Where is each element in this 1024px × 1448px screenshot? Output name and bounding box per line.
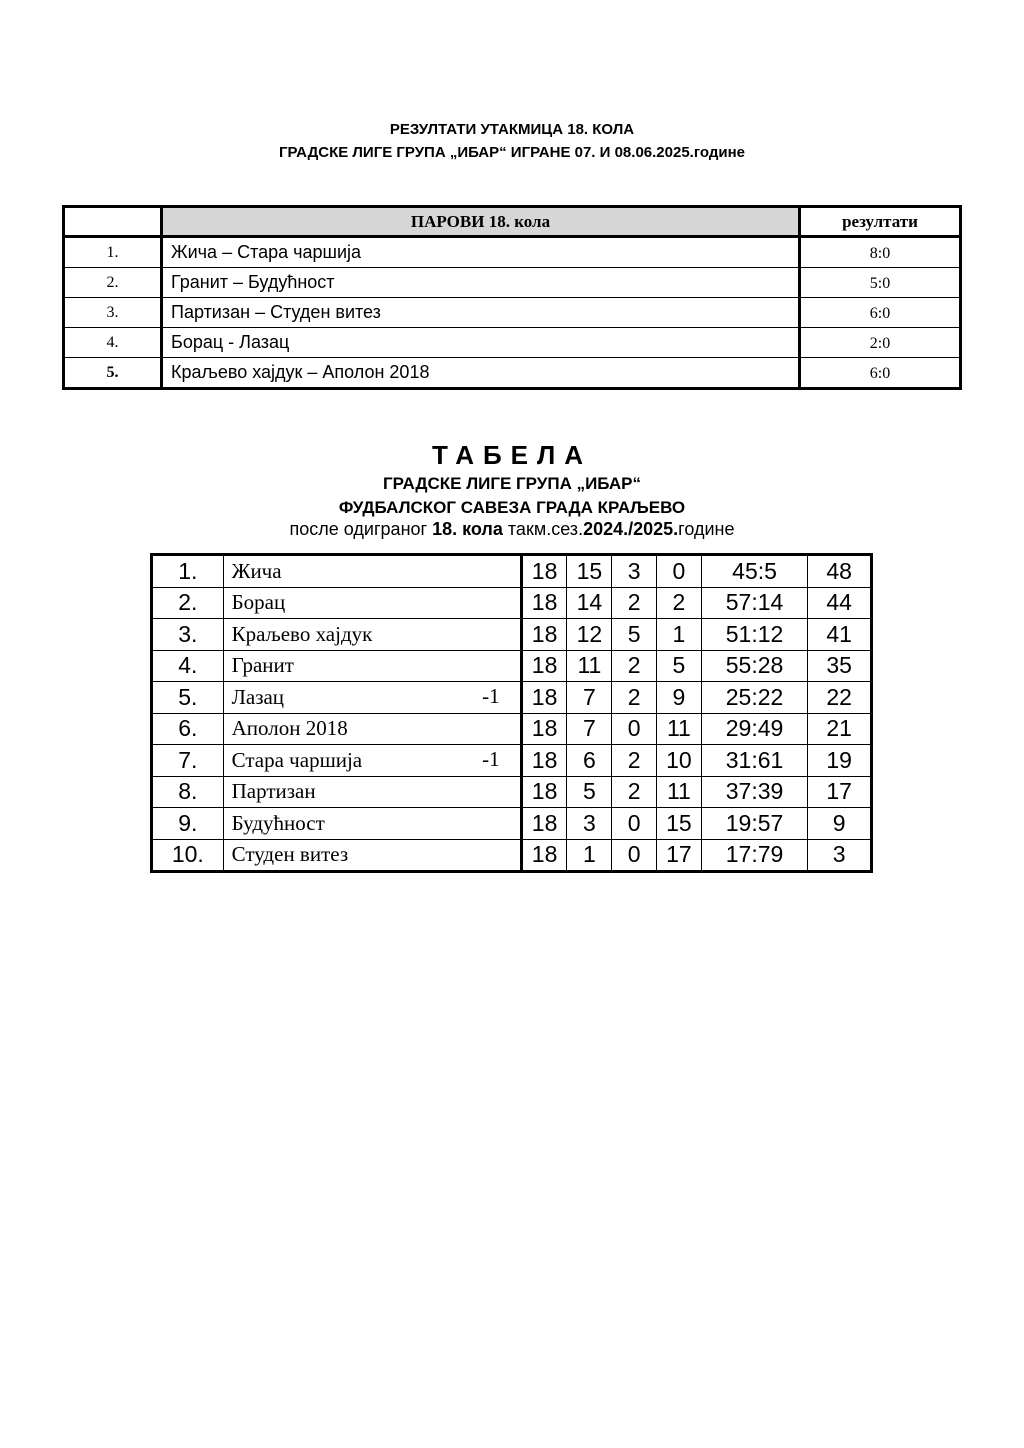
standings-table: [150, 553, 873, 873]
team-name: Борац: [231, 590, 286, 615]
match-number: 3.: [64, 298, 162, 328]
standing-wins: 7: [567, 713, 612, 745]
standing-position: 9.: [152, 808, 224, 840]
standing-wins: 12: [567, 619, 612, 651]
table-row: [152, 713, 872, 745]
results-header-score: резултати: [800, 207, 961, 237]
standing-goals: 55:28: [701, 650, 808, 682]
results-header-num: [64, 207, 162, 237]
standing-goals: 45:5: [701, 555, 808, 588]
results-table: [62, 205, 962, 390]
round-info-b: 18. кола: [432, 519, 503, 539]
standing-goals: 57:14: [701, 587, 808, 619]
standings-subtitle-line2: ФУДБАЛСКОГ САВЕЗА ГРАДА КРАЉЕВО: [338, 498, 686, 517]
match-pair: Гранит – Будућност: [162, 268, 800, 298]
standing-played: 18: [521, 682, 567, 714]
standing-team: [223, 619, 521, 651]
standing-losses: 2: [656, 587, 701, 619]
standings-round-info: [0, 519, 1024, 540]
standing-draws: 0: [612, 839, 657, 872]
team-name: Гранит: [231, 653, 294, 678]
standing-played: 18: [521, 808, 567, 840]
table-row: [152, 587, 872, 619]
match-pair: Жича – Стара чаршија: [162, 237, 800, 268]
standing-wins: 15: [567, 555, 612, 588]
results-heading: [0, 118, 1024, 164]
standing-goals: 37:39: [701, 776, 808, 808]
team-name: Будућност: [231, 810, 325, 835]
standing-draws: 2: [612, 776, 657, 808]
standing-losses: 11: [656, 776, 701, 808]
standing-position: 4.: [152, 650, 224, 682]
standing-points: 22: [808, 682, 872, 714]
standing-team: [223, 776, 521, 808]
standing-goals: 31:61: [701, 745, 808, 777]
standing-draws: 2: [612, 650, 657, 682]
standing-draws: 2: [612, 587, 657, 619]
team-name: Жича: [231, 558, 282, 583]
standing-team: [223, 713, 521, 745]
team-name: Краљево хајдук: [231, 621, 373, 646]
standing-goals: 25:22: [701, 682, 808, 714]
standing-losses: 0: [656, 555, 701, 588]
standing-points: 48: [808, 555, 872, 588]
standing-played: 18: [521, 745, 567, 777]
standing-losses: 9: [656, 682, 701, 714]
team-name: Студен витез: [231, 842, 349, 867]
standings-subtitle: [0, 472, 1024, 520]
standing-played: 18: [521, 776, 567, 808]
match-pair: Партизан – Студен витез: [162, 298, 800, 328]
standing-points: 9: [808, 808, 872, 840]
table-row: [152, 776, 872, 808]
standing-position: 1.: [152, 555, 224, 588]
standing-draws: 3: [612, 555, 657, 588]
standing-draws: 0: [612, 808, 657, 840]
table-row: [64, 328, 961, 358]
standing-played: 18: [521, 587, 567, 619]
standings-title: ТАБЕЛА: [431, 440, 593, 470]
match-score: 6:0: [800, 298, 961, 328]
standing-played: 18: [521, 713, 567, 745]
standing-wins: 1: [567, 839, 612, 872]
standing-played: 18: [521, 650, 567, 682]
standings-subtitle-line1: ГРАДСКЕ ЛИГЕ ГРУПА „ИБАР“: [382, 474, 641, 493]
standing-points: 35: [808, 650, 872, 682]
table-row: [152, 682, 872, 714]
match-number: 4.: [64, 328, 162, 358]
match-score: 5:0: [800, 268, 961, 298]
penalty-points: -1: [482, 747, 500, 771]
standing-played: 18: [521, 555, 567, 588]
standing-goals: 29:49: [701, 713, 808, 745]
standing-position: 10.: [152, 839, 224, 872]
standing-draws: 0: [612, 713, 657, 745]
standing-position: 2.: [152, 587, 224, 619]
standing-losses: 10: [656, 745, 701, 777]
penalty-points: -1: [482, 684, 500, 708]
standing-wins: 11: [567, 650, 612, 682]
round-info-a: после одиграног: [289, 519, 433, 539]
table-row: [152, 555, 872, 588]
team-name: Лазац: [231, 684, 285, 709]
standing-losses: 17: [656, 839, 701, 872]
standing-position: 6.: [152, 713, 224, 745]
table-row: [64, 298, 961, 328]
results-heading-line1: РЕЗУЛТАТИ УТАКМИЦА 18. КОЛА: [389, 121, 635, 138]
results-header-row: [64, 207, 961, 237]
team-name: Стара чаршија: [231, 747, 363, 772]
standing-position: 7.: [152, 745, 224, 777]
table-row: [64, 237, 961, 268]
match-number: 1.: [64, 237, 162, 268]
standing-draws: 2: [612, 682, 657, 714]
standing-team: [223, 650, 521, 682]
standing-goals: 51:12: [701, 619, 808, 651]
standing-losses: 11: [656, 713, 701, 745]
standing-points: 21: [808, 713, 872, 745]
standing-team: [223, 587, 521, 619]
standing-team: [223, 839, 521, 872]
table-row: [152, 650, 872, 682]
standing-team: [223, 745, 521, 777]
round-info-e: године: [678, 519, 735, 539]
standing-team: [223, 555, 521, 588]
match-score: 6:0: [800, 358, 961, 389]
standing-played: 18: [521, 839, 567, 872]
table-row: [152, 619, 872, 651]
match-score: 8:0: [800, 237, 961, 268]
match-number: 5.: [64, 358, 162, 389]
standing-points: 41: [808, 619, 872, 651]
table-row: [152, 839, 872, 872]
standing-team: [223, 808, 521, 840]
standing-wins: 5: [567, 776, 612, 808]
standing-position: 5.: [152, 682, 224, 714]
match-pair: Борац - Лазац: [162, 328, 800, 358]
standing-position: 3.: [152, 619, 224, 651]
standing-points: 19: [808, 745, 872, 777]
round-info-d: 2024./2025.: [583, 519, 679, 539]
table-row: [64, 358, 961, 389]
team-name: Аполон 2018: [231, 716, 348, 741]
round-info-c: такм.сез.: [502, 519, 584, 539]
standing-losses: 5: [656, 650, 701, 682]
team-name: Партизан: [231, 779, 316, 804]
standing-goals: 17:79: [701, 839, 808, 872]
match-number: 2.: [64, 268, 162, 298]
standing-draws: 2: [612, 745, 657, 777]
match-score: 2:0: [800, 328, 961, 358]
standing-draws: 5: [612, 619, 657, 651]
match-pair: Краљево хајдук – Аполон 2018: [162, 358, 800, 389]
standing-points: 44: [808, 587, 872, 619]
standing-points: 3: [808, 839, 872, 872]
standing-goals: 19:57: [701, 808, 808, 840]
standing-position: 8.: [152, 776, 224, 808]
standing-wins: 7: [567, 682, 612, 714]
table-row: [152, 808, 872, 840]
table-row: [152, 745, 872, 777]
table-row: [64, 268, 961, 298]
results-header-pairs: ПАРОВИ 18. кола: [162, 207, 800, 237]
standing-losses: 15: [656, 808, 701, 840]
standing-wins: 3: [567, 808, 612, 840]
standing-wins: 6: [567, 745, 612, 777]
results-heading-line2: ГРАДСКЕ ЛИГЕ ГРУПА „ИБАР“ ИГРАНЕ 07. И 08.06.2025.године: [278, 144, 745, 161]
standing-played: 18: [521, 619, 567, 651]
standing-wins: 14: [567, 587, 612, 619]
standing-points: 17: [808, 776, 872, 808]
standing-team: [223, 682, 521, 714]
standing-losses: 1: [656, 619, 701, 651]
